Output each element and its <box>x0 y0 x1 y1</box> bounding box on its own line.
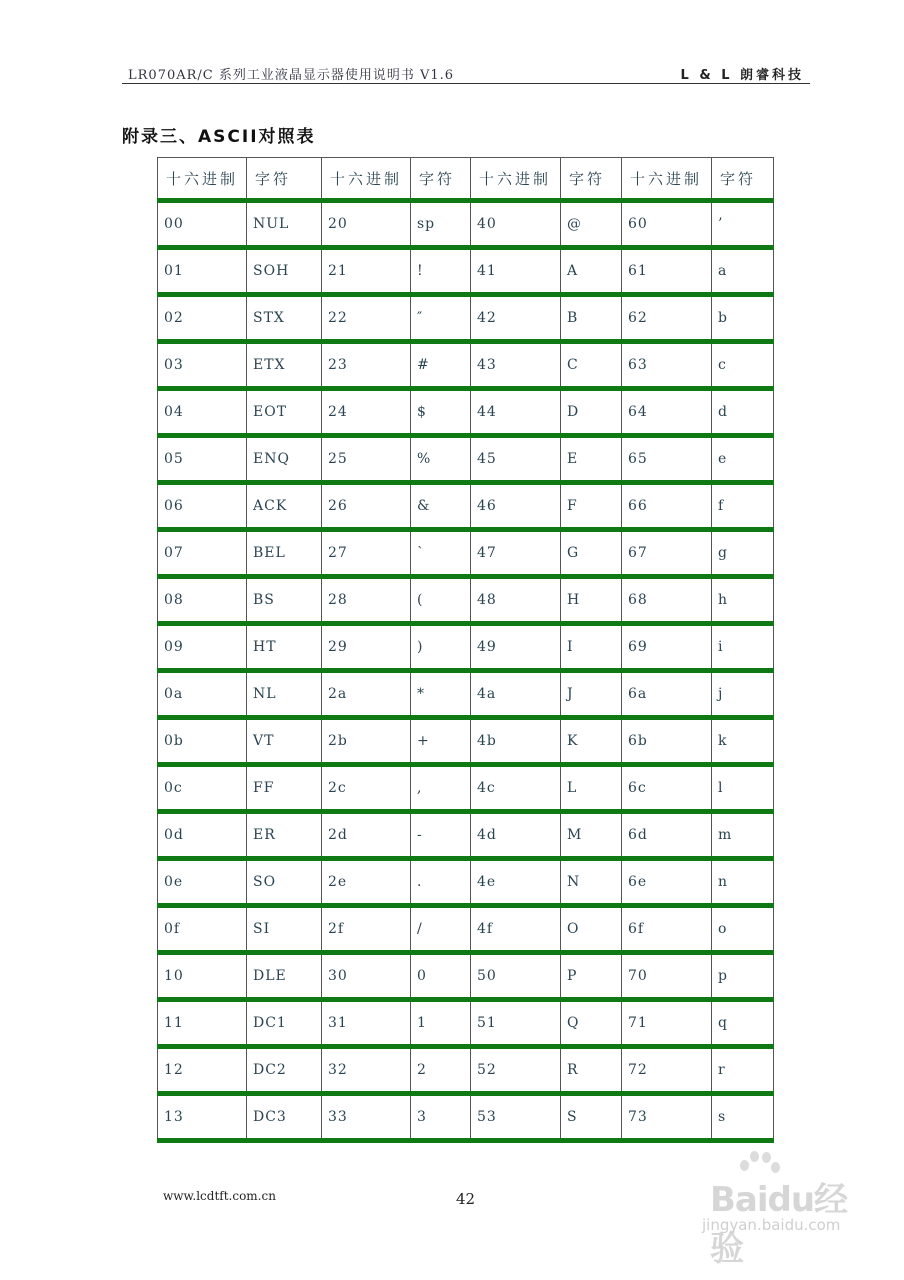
char-cell: ` <box>411 530 471 577</box>
hex-cell: 68 <box>622 577 712 624</box>
char-cell: c <box>712 342 774 389</box>
hex-cell: 4d <box>471 812 561 859</box>
hex-cell: 2b <box>322 718 411 765</box>
hex-cell: 31 <box>322 1000 411 1047</box>
hex-cell: 67 <box>622 530 712 577</box>
hex-cell: 29 <box>322 624 411 671</box>
hex-cell: 40 <box>471 201 561 248</box>
hex-cell: 26 <box>322 483 411 530</box>
column-header: 十六进制 <box>622 158 712 201</box>
hex-cell: 70 <box>622 953 712 1000</box>
hex-cell: 4f <box>471 906 561 953</box>
char-cell: o <box>712 906 774 953</box>
char-cell: sp <box>411 201 471 248</box>
hex-cell: 50 <box>471 953 561 1000</box>
char-cell: I <box>561 624 622 671</box>
char-cell: DC3 <box>247 1094 322 1141</box>
hex-cell: 6a <box>622 671 712 718</box>
hex-cell: 73 <box>622 1094 712 1141</box>
section-title: 附录三、ASCII对照表 <box>122 127 316 147</box>
table-row <box>158 1000 774 1047</box>
char-cell: b <box>712 295 774 342</box>
hex-cell: 0c <box>158 765 247 812</box>
hex-cell: 51 <box>471 1000 561 1047</box>
hex-cell: 10 <box>158 953 247 1000</box>
char-cell: ’ <box>712 201 774 248</box>
table-row <box>158 765 774 812</box>
hex-cell: 4a <box>471 671 561 718</box>
table-row <box>158 859 774 906</box>
table-row <box>158 295 774 342</box>
table-row <box>158 906 774 953</box>
page-number: 42 <box>456 1190 476 1208</box>
hex-cell: 61 <box>622 248 712 295</box>
header-divider <box>122 83 810 84</box>
char-cell: O <box>561 906 622 953</box>
ascii-table <box>157 157 774 1143</box>
char-cell: SI <box>247 906 322 953</box>
column-header: 字符 <box>411 158 471 201</box>
hex-cell: 0b <box>158 718 247 765</box>
char-cell: SOH <box>247 248 322 295</box>
char-cell: & <box>411 483 471 530</box>
char-cell: J <box>561 671 622 718</box>
char-cell: C <box>561 342 622 389</box>
char-cell: A <box>561 248 622 295</box>
table-row <box>158 436 774 483</box>
hex-cell: 63 <box>622 342 712 389</box>
char-cell: m <box>712 812 774 859</box>
char-cell: ACK <box>247 483 322 530</box>
hex-cell: 6f <box>622 906 712 953</box>
hex-cell: 0f <box>158 906 247 953</box>
hex-cell: 22 <box>322 295 411 342</box>
hex-cell: 69 <box>622 624 712 671</box>
hex-cell: 44 <box>471 389 561 436</box>
char-cell: E <box>561 436 622 483</box>
document-header-title: LR070AR/C 系列工业液晶显示器使用说明书 V1.6 <box>128 68 455 83</box>
watermark-brand: Baidu经验 <box>710 1180 848 1269</box>
char-cell: e <box>712 436 774 483</box>
char-cell: d <box>712 389 774 436</box>
char-cell: ) <box>411 624 471 671</box>
baidu-watermark <box>702 1150 860 1269</box>
char-cell: ″ <box>411 295 471 342</box>
hex-cell: 62 <box>622 295 712 342</box>
char-cell: 2 <box>411 1047 471 1094</box>
hex-cell: 08 <box>158 577 247 624</box>
char-cell: k <box>712 718 774 765</box>
hex-cell: 41 <box>471 248 561 295</box>
footer-website: www.lcdtft.com.cn <box>163 1189 276 1203</box>
table-row <box>158 577 774 624</box>
char-cell: - <box>411 812 471 859</box>
table-row <box>158 1047 774 1094</box>
char-cell: STX <box>247 295 322 342</box>
hex-cell: 66 <box>622 483 712 530</box>
hex-cell: 2c <box>322 765 411 812</box>
table-header-row <box>158 158 774 201</box>
hex-cell: 01 <box>158 248 247 295</box>
char-cell: FF <box>247 765 322 812</box>
char-cell: BEL <box>247 530 322 577</box>
char-cell: ETX <box>247 342 322 389</box>
hex-cell: 27 <box>322 530 411 577</box>
table-row <box>158 812 774 859</box>
hex-cell: 24 <box>322 389 411 436</box>
hex-cell: 11 <box>158 1000 247 1047</box>
hex-cell: 0d <box>158 812 247 859</box>
hex-cell: 03 <box>158 342 247 389</box>
table-row <box>158 953 774 1000</box>
column-header: 字符 <box>561 158 622 201</box>
table-row <box>158 483 774 530</box>
hex-cell: 48 <box>471 577 561 624</box>
char-cell: Q <box>561 1000 622 1047</box>
char-cell: n <box>712 859 774 906</box>
hex-cell: 21 <box>322 248 411 295</box>
char-cell: p <box>712 953 774 1000</box>
column-header: 十六进制 <box>322 158 411 201</box>
char-cell: / <box>411 906 471 953</box>
char-cell: 3 <box>411 1094 471 1141</box>
hex-cell: 53 <box>471 1094 561 1141</box>
hex-cell: 25 <box>322 436 411 483</box>
watermark-url: jingyan.baidu.com <box>702 1216 841 1234</box>
char-cell: DLE <box>247 953 322 1000</box>
table-row <box>158 530 774 577</box>
hex-cell: 52 <box>471 1047 561 1094</box>
hex-cell: 23 <box>322 342 411 389</box>
table-row <box>158 201 774 248</box>
hex-cell: 12 <box>158 1047 247 1094</box>
hex-cell: 00 <box>158 201 247 248</box>
char-cell: DC2 <box>247 1047 322 1094</box>
table-row <box>158 248 774 295</box>
char-cell: N <box>561 859 622 906</box>
company-name: L & L 朗睿科技 <box>680 68 804 83</box>
char-cell: h <box>712 577 774 624</box>
char-cell: 0 <box>411 953 471 1000</box>
char-cell: BS <box>247 577 322 624</box>
char-cell: R <box>561 1047 622 1094</box>
char-cell: a <box>712 248 774 295</box>
hex-cell: 2e <box>322 859 411 906</box>
hex-cell: 2f <box>322 906 411 953</box>
char-cell: % <box>411 436 471 483</box>
char-cell: ! <box>411 248 471 295</box>
column-header: 字符 <box>712 158 774 201</box>
hex-cell: 46 <box>471 483 561 530</box>
char-cell: s <box>712 1094 774 1141</box>
char-cell: . <box>411 859 471 906</box>
hex-cell: 45 <box>471 436 561 483</box>
hex-cell: 02 <box>158 295 247 342</box>
char-cell: # <box>411 342 471 389</box>
char-cell: @ <box>561 201 622 248</box>
hex-cell: 72 <box>622 1047 712 1094</box>
hex-cell: 09 <box>158 624 247 671</box>
char-cell: i <box>712 624 774 671</box>
hex-cell: 4b <box>471 718 561 765</box>
char-cell: G <box>561 530 622 577</box>
hex-cell: 20 <box>322 201 411 248</box>
table-row <box>158 1094 774 1141</box>
char-cell: j <box>712 671 774 718</box>
char-cell: K <box>561 718 622 765</box>
hex-cell: 49 <box>471 624 561 671</box>
hex-cell: 06 <box>158 483 247 530</box>
hex-cell: 65 <box>622 436 712 483</box>
char-cell: 1 <box>411 1000 471 1047</box>
hex-cell: 47 <box>471 530 561 577</box>
hex-cell: 64 <box>622 389 712 436</box>
hex-cell: 4e <box>471 859 561 906</box>
char-cell: l <box>712 765 774 812</box>
hex-cell: 6e <box>622 859 712 906</box>
hex-cell: 60 <box>622 201 712 248</box>
char-cell: B <box>561 295 622 342</box>
hex-cell: 07 <box>158 530 247 577</box>
char-cell: NL <box>247 671 322 718</box>
hex-cell: 30 <box>322 953 411 1000</box>
char-cell: , <box>411 765 471 812</box>
hex-cell: 0a <box>158 671 247 718</box>
char-cell: + <box>411 718 471 765</box>
char-cell: $ <box>411 389 471 436</box>
hex-cell: 2d <box>322 812 411 859</box>
char-cell: ER <box>247 812 322 859</box>
char-cell: D <box>561 389 622 436</box>
hex-cell: 42 <box>471 295 561 342</box>
column-header: 字符 <box>247 158 322 201</box>
hex-cell: 13 <box>158 1094 247 1141</box>
hex-cell: 71 <box>622 1000 712 1047</box>
char-cell: HT <box>247 624 322 671</box>
hex-cell: 6b <box>622 718 712 765</box>
char-cell: g <box>712 530 774 577</box>
char-cell: q <box>712 1000 774 1047</box>
table-body <box>158 201 774 1141</box>
table-row <box>158 718 774 765</box>
char-cell: VT <box>247 718 322 765</box>
char-cell: H <box>561 577 622 624</box>
table-row <box>158 624 774 671</box>
hex-cell: 2a <box>322 671 411 718</box>
table-row <box>158 671 774 718</box>
hex-cell: 33 <box>322 1094 411 1141</box>
hex-cell: 6d <box>622 812 712 859</box>
char-cell: SO <box>247 859 322 906</box>
char-cell: L <box>561 765 622 812</box>
hex-cell: 32 <box>322 1047 411 1094</box>
hex-cell: 05 <box>158 436 247 483</box>
char-cell: ENQ <box>247 436 322 483</box>
char-cell: ( <box>411 577 471 624</box>
char-cell: r <box>712 1047 774 1094</box>
char-cell: EOT <box>247 389 322 436</box>
char-cell: DC1 <box>247 1000 322 1047</box>
char-cell: M <box>561 812 622 859</box>
column-header: 十六进制 <box>471 158 561 201</box>
hex-cell: 6c <box>622 765 712 812</box>
char-cell: F <box>561 483 622 530</box>
char-cell: f <box>712 483 774 530</box>
hex-cell: 04 <box>158 389 247 436</box>
table-row <box>158 342 774 389</box>
table-row <box>158 389 774 436</box>
char-cell: * <box>411 671 471 718</box>
char-cell: S <box>561 1094 622 1141</box>
column-header: 十六进制 <box>158 158 247 201</box>
hex-cell: 43 <box>471 342 561 389</box>
hex-cell: 0e <box>158 859 247 906</box>
hex-cell: 28 <box>322 577 411 624</box>
char-cell: NUL <box>247 201 322 248</box>
char-cell: P <box>561 953 622 1000</box>
hex-cell: 4c <box>471 765 561 812</box>
